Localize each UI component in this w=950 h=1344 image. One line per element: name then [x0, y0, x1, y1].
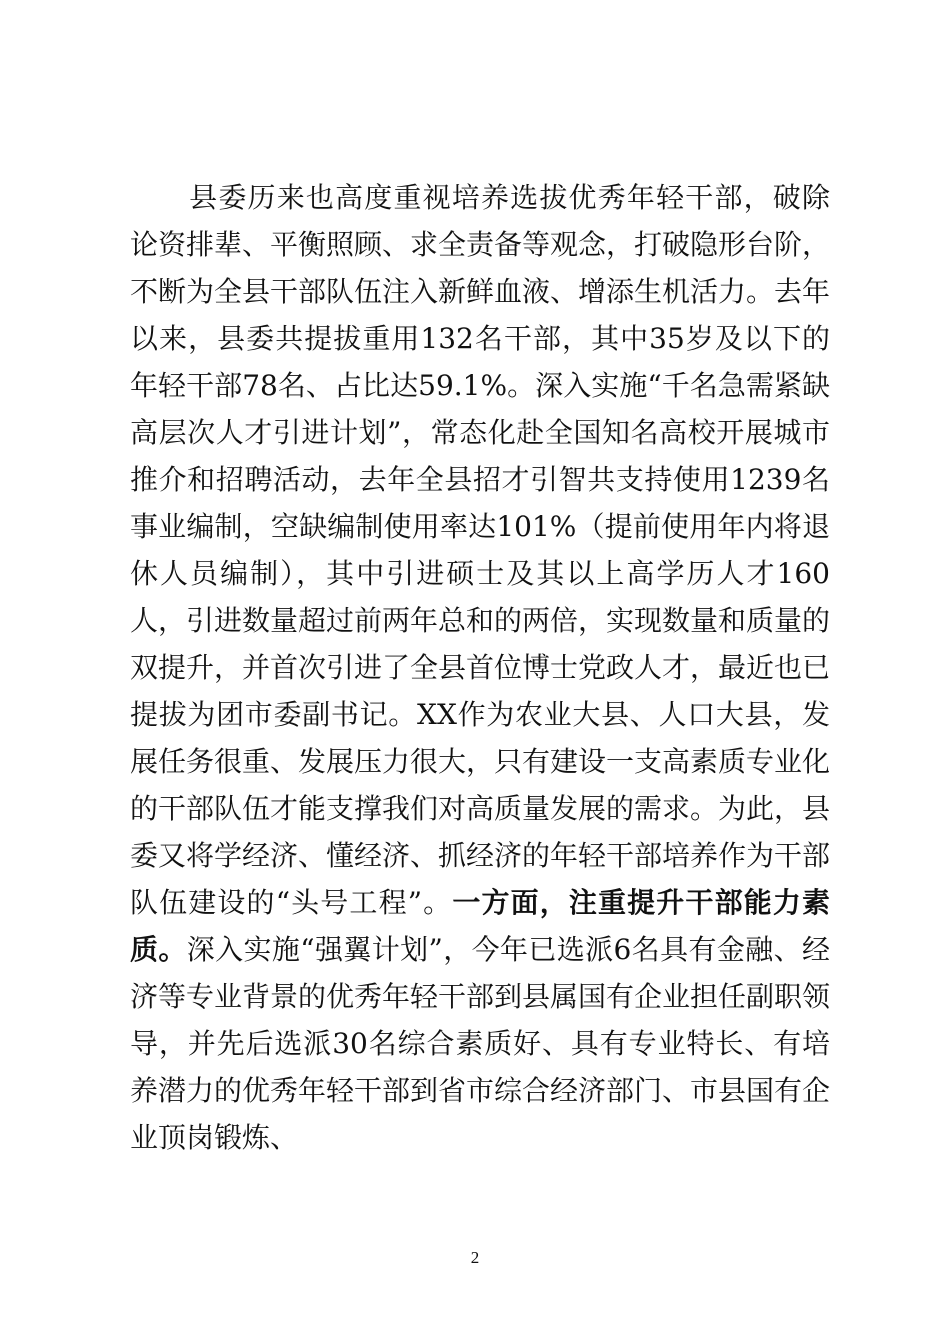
- body-paragraph: [130, 174, 830, 1161]
- bold-heading: 一方面，注重提升干部能力素质。: [130, 886, 830, 966]
- paragraph-text-part2: 深入实施“强翼计划”，今年已选派6名具有金融、经济等专业背景的优秀年轻干部到县属国有企业担任副职领导，并先后选派30名综合素质好、具有专业特长、有培养潜力的优秀年轻干部到省市综合经济部门、市县国有企业顶岗锻炼、: [130, 933, 831, 1154]
- page-number: 2: [470, 1248, 480, 1267]
- paragraph-text-part1: 县委历来也高度重视培养选拔优秀年轻干部，破除论资排辈、平衡照顾、求全责备等观念，打破隐形台阶，不断为全县干部队伍注入新鲜血液、增添生机活力。去年以来，县委共提拔重用132名干部，其中35岁及以下的年轻干部78名、占比达59.1%。深入实施“千名急需紧缺高层次人才引进计划”，常态化赴全国知名高校开展城市推介和招聘活动，去年全县招才引智共支持使用1239名事业编制，空缺编制使用率达101%（提前使用年内将退休人员编制），其中引进硕士及其以上高学历人才160人，引进数量超过前两年总和的两倍，实现数量和质量的双提升，并首次引进了全县首位博士党政人才，最近也已提拔为团市委副书记。XX作为农业大县、人口大县，发展任务很重、发展压力很大，只有建设一支高素质专业化的干部队伍才能支撑我们对高质量发展的需求。为此，县委又将学经济、懂经济、抓经济的年轻干部培养作为干部队伍建设的“头号工程”。: [130, 181, 831, 919]
